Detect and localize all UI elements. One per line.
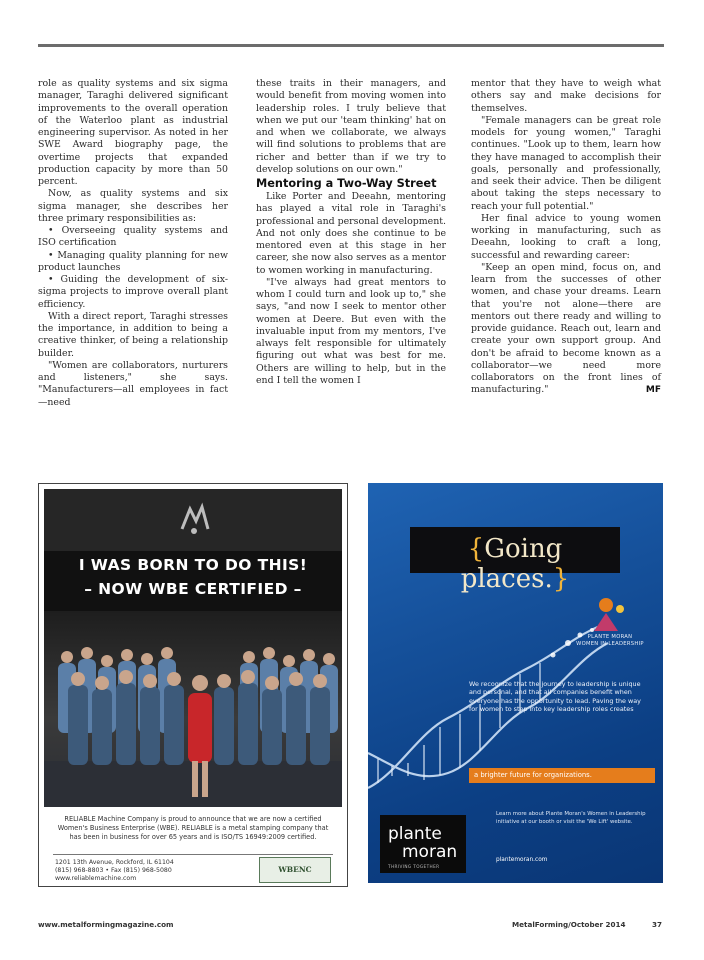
section-heading: Mentoring a Two-Way Street	[256, 177, 437, 190]
logo-word-plante: plante	[388, 824, 442, 844]
bullet-item: • Guiding the development of six-sigma projects to improve overall plant efficiency.	[38, 274, 228, 310]
address-line: 1201 13th Avenue, Rockford, IL 61104	[55, 859, 174, 866]
top-rule	[38, 44, 664, 47]
col1-paragraph: "Women are collaborators, nurturers and listeners," she says. "Manufacturers—all employees in fact—need	[38, 359, 228, 408]
col1-paragraph: Now, as quality systems and six sigma manager, she describes her three primary responsibilities as:	[38, 188, 228, 224]
article-column-3	[471, 78, 661, 397]
plante-moran-ad[interactable]	[368, 483, 663, 883]
plante-moran-logo	[380, 815, 466, 873]
ad-tagline-bar: a brighter future for organizations.	[469, 768, 655, 783]
title-open-brace: {	[467, 534, 485, 564]
program-label-line-1: PLANTE MORAN	[587, 634, 633, 640]
ad-headline-1: I WAS BORN TO DO THIS!	[78, 556, 308, 574]
ad-contact-info	[55, 859, 174, 883]
logo-word-moran: moran	[402, 842, 458, 862]
ad-fine-print: Learn more about Plante Moran's Women in Leadership initiative at our booth or visit the 'We Lift' website.	[496, 811, 646, 825]
col1-paragraph: With a direct report, Taraghi stresses the importance, in addition to being a creative thinker, of being a relationship builder.	[38, 310, 228, 359]
col2-paragraph: these traits in their managers, and would benefit from moving women into leadership roles. I truly believe that when we put our 'team thinking' hat on and when we collaborate, we always will find solutions to problems that are richer and better than if we try to develop solutions on our own."	[256, 78, 446, 175]
title-close-brace: }	[552, 564, 570, 594]
page-number: 37	[652, 920, 663, 929]
end-mark: MF	[645, 385, 661, 396]
col2-paragraph: Like Porter and Deeahn, mentoring has played a vital role in Taraghi's professional and personal development. And not only does she continue to be mentored even at this stage in her career, she now also serves as a mentor to women working in manufacturing.	[256, 191, 446, 276]
ad-body-text: We recognize that the journey to leadership is unique and personal, and that all companies benefit when everyone has the opportunity to lead. Paving the way for women to step into key leadership roles creates	[469, 680, 641, 714]
website-link[interactable]: www.reliablemachine.com	[55, 875, 137, 882]
program-label	[564, 634, 656, 648]
reliable-machine-ad[interactable]	[38, 483, 348, 887]
team-group-image	[44, 611, 342, 807]
wbenc-badge: WBENC	[259, 857, 331, 883]
col3-paragraph: Her final advice to young women working in manufacturing, such as Deeahn, looking to craft a long, successful and rewarding career:	[471, 212, 661, 261]
article-column-1	[38, 78, 228, 409]
ad-website-link[interactable]: plantemoran.com	[496, 857, 548, 863]
title-text: Going places.	[460, 534, 563, 594]
ad-headline-2: – NOW WBE CERTIFIED –	[84, 580, 302, 598]
bullet-item: • Overseeing quality systems and ISO certification	[38, 225, 228, 249]
ad-title-box	[410, 527, 620, 594]
bullet-item: • Managing quality planning for new product launches	[38, 249, 228, 273]
company-logo-icon	[174, 501, 214, 537]
col3-paragraph	[471, 262, 661, 397]
ad-divider	[53, 854, 333, 855]
col3-closing-text: "Keep an open mind, focus on, and learn from the successes of other women, and chase your dreams. Learn that you're not alone—there are mentors out there ready and willing to provide guidance. Reach out, learn and create your own support group. And don't be afraid to become known as a collaborator—we need more collaborators on the front lines of manufacturing."	[471, 261, 661, 396]
program-label-line-2: WOMEN IN LEADERSHIP	[576, 641, 644, 647]
ad-body-text: RELIABLE Machine Company is proud to announce that we are now a certified Women's Business Enterprise (WBE). RELIABLE is a metal stamping company that has been in business for over 65 years and is ISO/TS 16949:2009 certified.	[57, 815, 329, 841]
phone-line: (815) 968-8803 • Fax (815) 968-5080	[55, 867, 172, 874]
footer-website[interactable]: www.metalformingmagazine.com	[38, 920, 174, 929]
team-photo	[44, 611, 342, 807]
col2-paragraph: "I've always had great mentors to whom I could turn and look up to," she says, "and now I seek to mentor other women at Deere. But even with the invaluable input from my mentors, I've always felt responsible for ultimately figuring out what was best for me. Others are willing to help, but in the end I tell the women I	[256, 276, 446, 386]
col3-paragraph: "Female managers can be great role models for young women," Taraghi continues. "Look up to them, learn how they have managed to accomplish their goals, personally and professionally, and seek their advice. Then be diligent about taking the steps necessary to reach your full potential."	[471, 114, 661, 212]
women-leadership-logo-icon	[594, 598, 624, 631]
footer-issue: MetalForming/October 2014	[512, 920, 626, 929]
ad-title	[410, 534, 620, 594]
logo-tagline: THRIVING TOGETHER	[388, 864, 440, 869]
col3-paragraph: mentor that they have to weigh what others say and make decisions for themselves.	[471, 78, 661, 114]
col1-paragraph: role as quality systems and six sigma manager, Taraghi delivered significant improvements to the overall operation of the Waterloo plant as industrial engineering supervisor. As noted in her SWE Award biography page, the overtime projects that expanded production capacity by more than 50 percent.	[38, 78, 228, 187]
article-column-2	[256, 78, 446, 387]
